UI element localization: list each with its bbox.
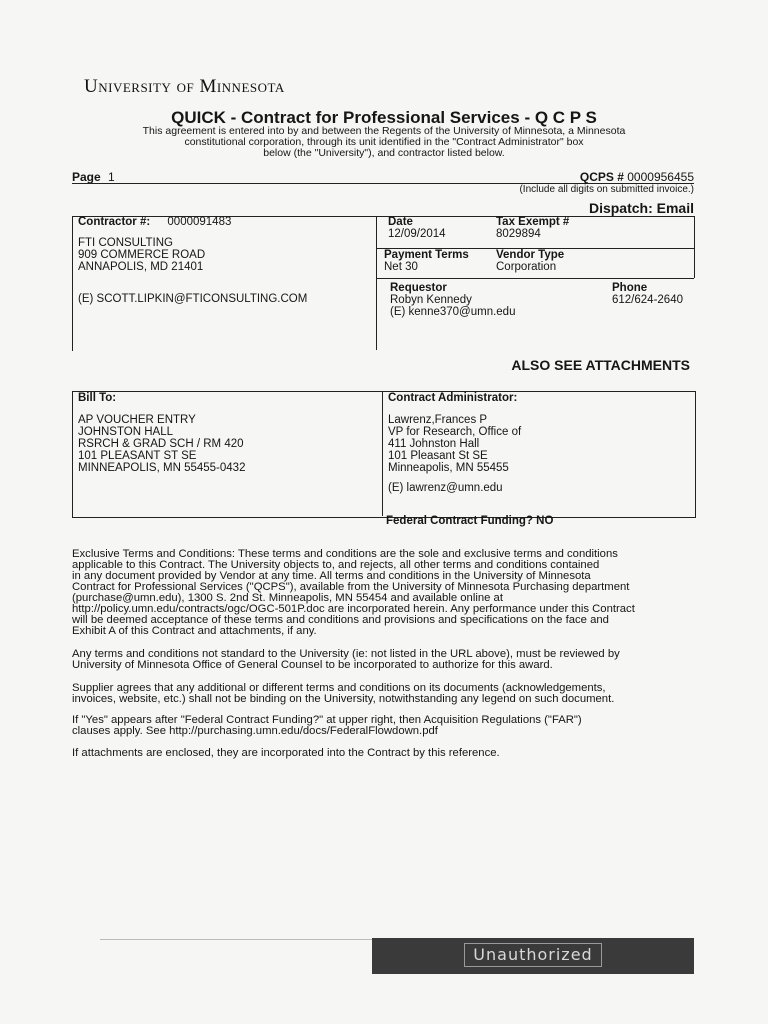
contractor-address-line: ANNAPOLIS, MD 21401 [78, 261, 204, 273]
terms-line: Exhibit A of this Contract and attachments, if any. [72, 625, 317, 637]
qcps-note: (Include all digits on submitted invoice.) [519, 184, 694, 195]
bill-to-line: MINNEAPOLIS, MN 55455-0432 [78, 462, 246, 474]
bill-to-line: JOHNSTON HALL [78, 426, 174, 438]
contractor-address [78, 237, 205, 273]
intro-text [110, 126, 658, 159]
payment-terms-label: Payment Terms [384, 249, 469, 261]
bill-to-line: RSRCH & GRAD SCH / RM 420 [78, 438, 244, 450]
terms-line: invoices, website, etc.) shall not be binding on the University, notwithstanding any legend on such document. [72, 693, 615, 705]
bill-to-line: 101 PLEASANT ST SE [78, 450, 197, 462]
terms-line: Contract for Professional Services ("QCPS"), available from the University of Minnesota Purchasing department [72, 581, 630, 593]
terms-paragraph-supplier [72, 683, 694, 705]
federal-funding: Federal Contract Funding? NO [386, 515, 554, 527]
tax-exempt-value: 8029894 [496, 228, 541, 240]
terms-line: will be deemed acceptance of these terms and conditions and provisions and specifications on the face and [72, 614, 609, 626]
terms-line: in any document provided by Vendor at any time. All terms and conditions in the University of Minnesota [72, 570, 591, 582]
contract-admin-address [388, 414, 521, 474]
qcps-label: QCPS # [579, 170, 624, 184]
terms-line: http://policy.umn.edu/contracts/ogc/OGC-501P.doc are incorporated herein. Any performance under this Contract [72, 603, 635, 615]
contractor-name: FTI CONSULTING [78, 237, 173, 249]
tax-exempt-label: Tax Exempt # [496, 216, 570, 228]
terms-paragraph-nonstandard [72, 649, 694, 671]
terms-line: Exclusive Terms and Conditions: These terms and conditions are the sole and exclusive terms and conditions [72, 548, 618, 560]
terms-line: Supplier agrees that any additional or different terms and conditions on its documents (acknowledgements, [72, 682, 606, 694]
terms-line: Any terms and conditions not standard to the University (ie: not listed in the URL above), must be reviewed by [72, 648, 620, 660]
requestor-email: (E) kenne370@umn.edu [390, 306, 516, 318]
terms-paragraph-attachments [72, 748, 694, 759]
bill-to-label: Bill To: [78, 392, 117, 404]
dispatch-method: Dispatch: Email [588, 200, 694, 216]
terms-line: If attachments are enclosed, they are incorporated into the Contract by this reference. [72, 747, 500, 759]
qcps-value: 0000956455 [627, 170, 694, 184]
payment-terms-value: Net 30 [384, 261, 418, 273]
box-divider [376, 278, 694, 279]
terms-line: University of Minnesota Office of General Counsel to be incorporated to authorize for this award. [72, 659, 553, 671]
terms-line: clauses apply. See http://purchasing.umn.edu/docs/FederalFlowdown.pdf [72, 725, 438, 737]
terms-paragraph-exclusive [72, 549, 694, 637]
tax-exempt-field [496, 216, 569, 240]
intro-line: This agreement is entered into by and between the Regents of the University of Minnesota, a Minnesota [142, 125, 626, 137]
phone-label: Phone [612, 282, 648, 294]
box-divider [694, 216, 695, 250]
contract-admin-line: 411 Johnston Hall [388, 438, 480, 450]
box-divider [376, 216, 377, 350]
requestor-label: Requestor [390, 282, 447, 294]
page-label: Page [72, 170, 101, 184]
contractor-number [78, 216, 231, 228]
contract-admin-line: Lawrenz,Frances P [388, 414, 488, 426]
contract-admin-label: Contract Administrator: [388, 392, 518, 404]
phone-field [612, 282, 683, 306]
box-divider [694, 248, 695, 278]
contract-admin-line: VP for Research, Office of [388, 426, 522, 438]
stamp-text: Unauthorized [464, 943, 601, 967]
bill-to-line: AP VOUCHER ENTRY [78, 414, 196, 426]
phone-value: 612/624-2640 [612, 294, 683, 306]
qcps-number [580, 170, 694, 184]
unauthorized-stamp [372, 938, 694, 974]
contractor-value: 0000091483 [167, 216, 232, 228]
vendor-type-field [496, 249, 564, 273]
terms-paragraph-far [72, 715, 694, 737]
terms-line: (purchase@umn.edu), 1300 S. 2nd St. Minneapolis, MN 55454 and available online at [72, 592, 503, 604]
box-divider [382, 391, 383, 516]
intro-line: below (the "University"), and contractor listed below. [263, 147, 505, 159]
bill-to-address [78, 414, 245, 474]
footer-rule [100, 939, 372, 940]
vendor-type-label: Vendor Type [496, 249, 565, 261]
requestor-name: Robyn Kennedy [390, 294, 472, 306]
contractor-email: (E) SCOTT.LIPKIN@FTICONSULTING.COM [78, 293, 308, 305]
contractor-address-line: 909 COMMERCE ROAD [78, 249, 206, 261]
contractor-label: Contractor #: [78, 216, 151, 228]
terms-line: applicable to this Contract. The University objects to, and rejects, all other terms and conditions contained [72, 559, 600, 571]
contract-admin-line: Minneapolis, MN 55455 [388, 462, 509, 474]
intro-line: constitutional corporation, through its unit identified in the "Contract Administrator" box [184, 136, 584, 148]
date-label: Date [388, 216, 413, 228]
date-value: 12/09/2014 [388, 228, 446, 240]
contract-admin-line: 101 Pleasant St SE [388, 450, 488, 462]
contract-admin-email: (E) lawrenz@umn.edu [388, 482, 503, 494]
vendor-type-value: Corporation [496, 261, 557, 273]
page-number: 1 [108, 170, 115, 184]
terms-line: If "Yes" appears after "Federal Contract Funding?" at upper right, then Acquisition Regulations ("FAR") [72, 714, 582, 726]
requestor-field [390, 282, 515, 318]
document-title: QUICK - Contract for Professional Services - Q C P S [171, 108, 597, 127]
also-see-attachments: ALSO SEE ATTACHMENTS [511, 357, 690, 373]
payment-terms-field [384, 249, 469, 273]
university-name: University of Minnesota [84, 76, 285, 97]
date-field [388, 216, 446, 240]
